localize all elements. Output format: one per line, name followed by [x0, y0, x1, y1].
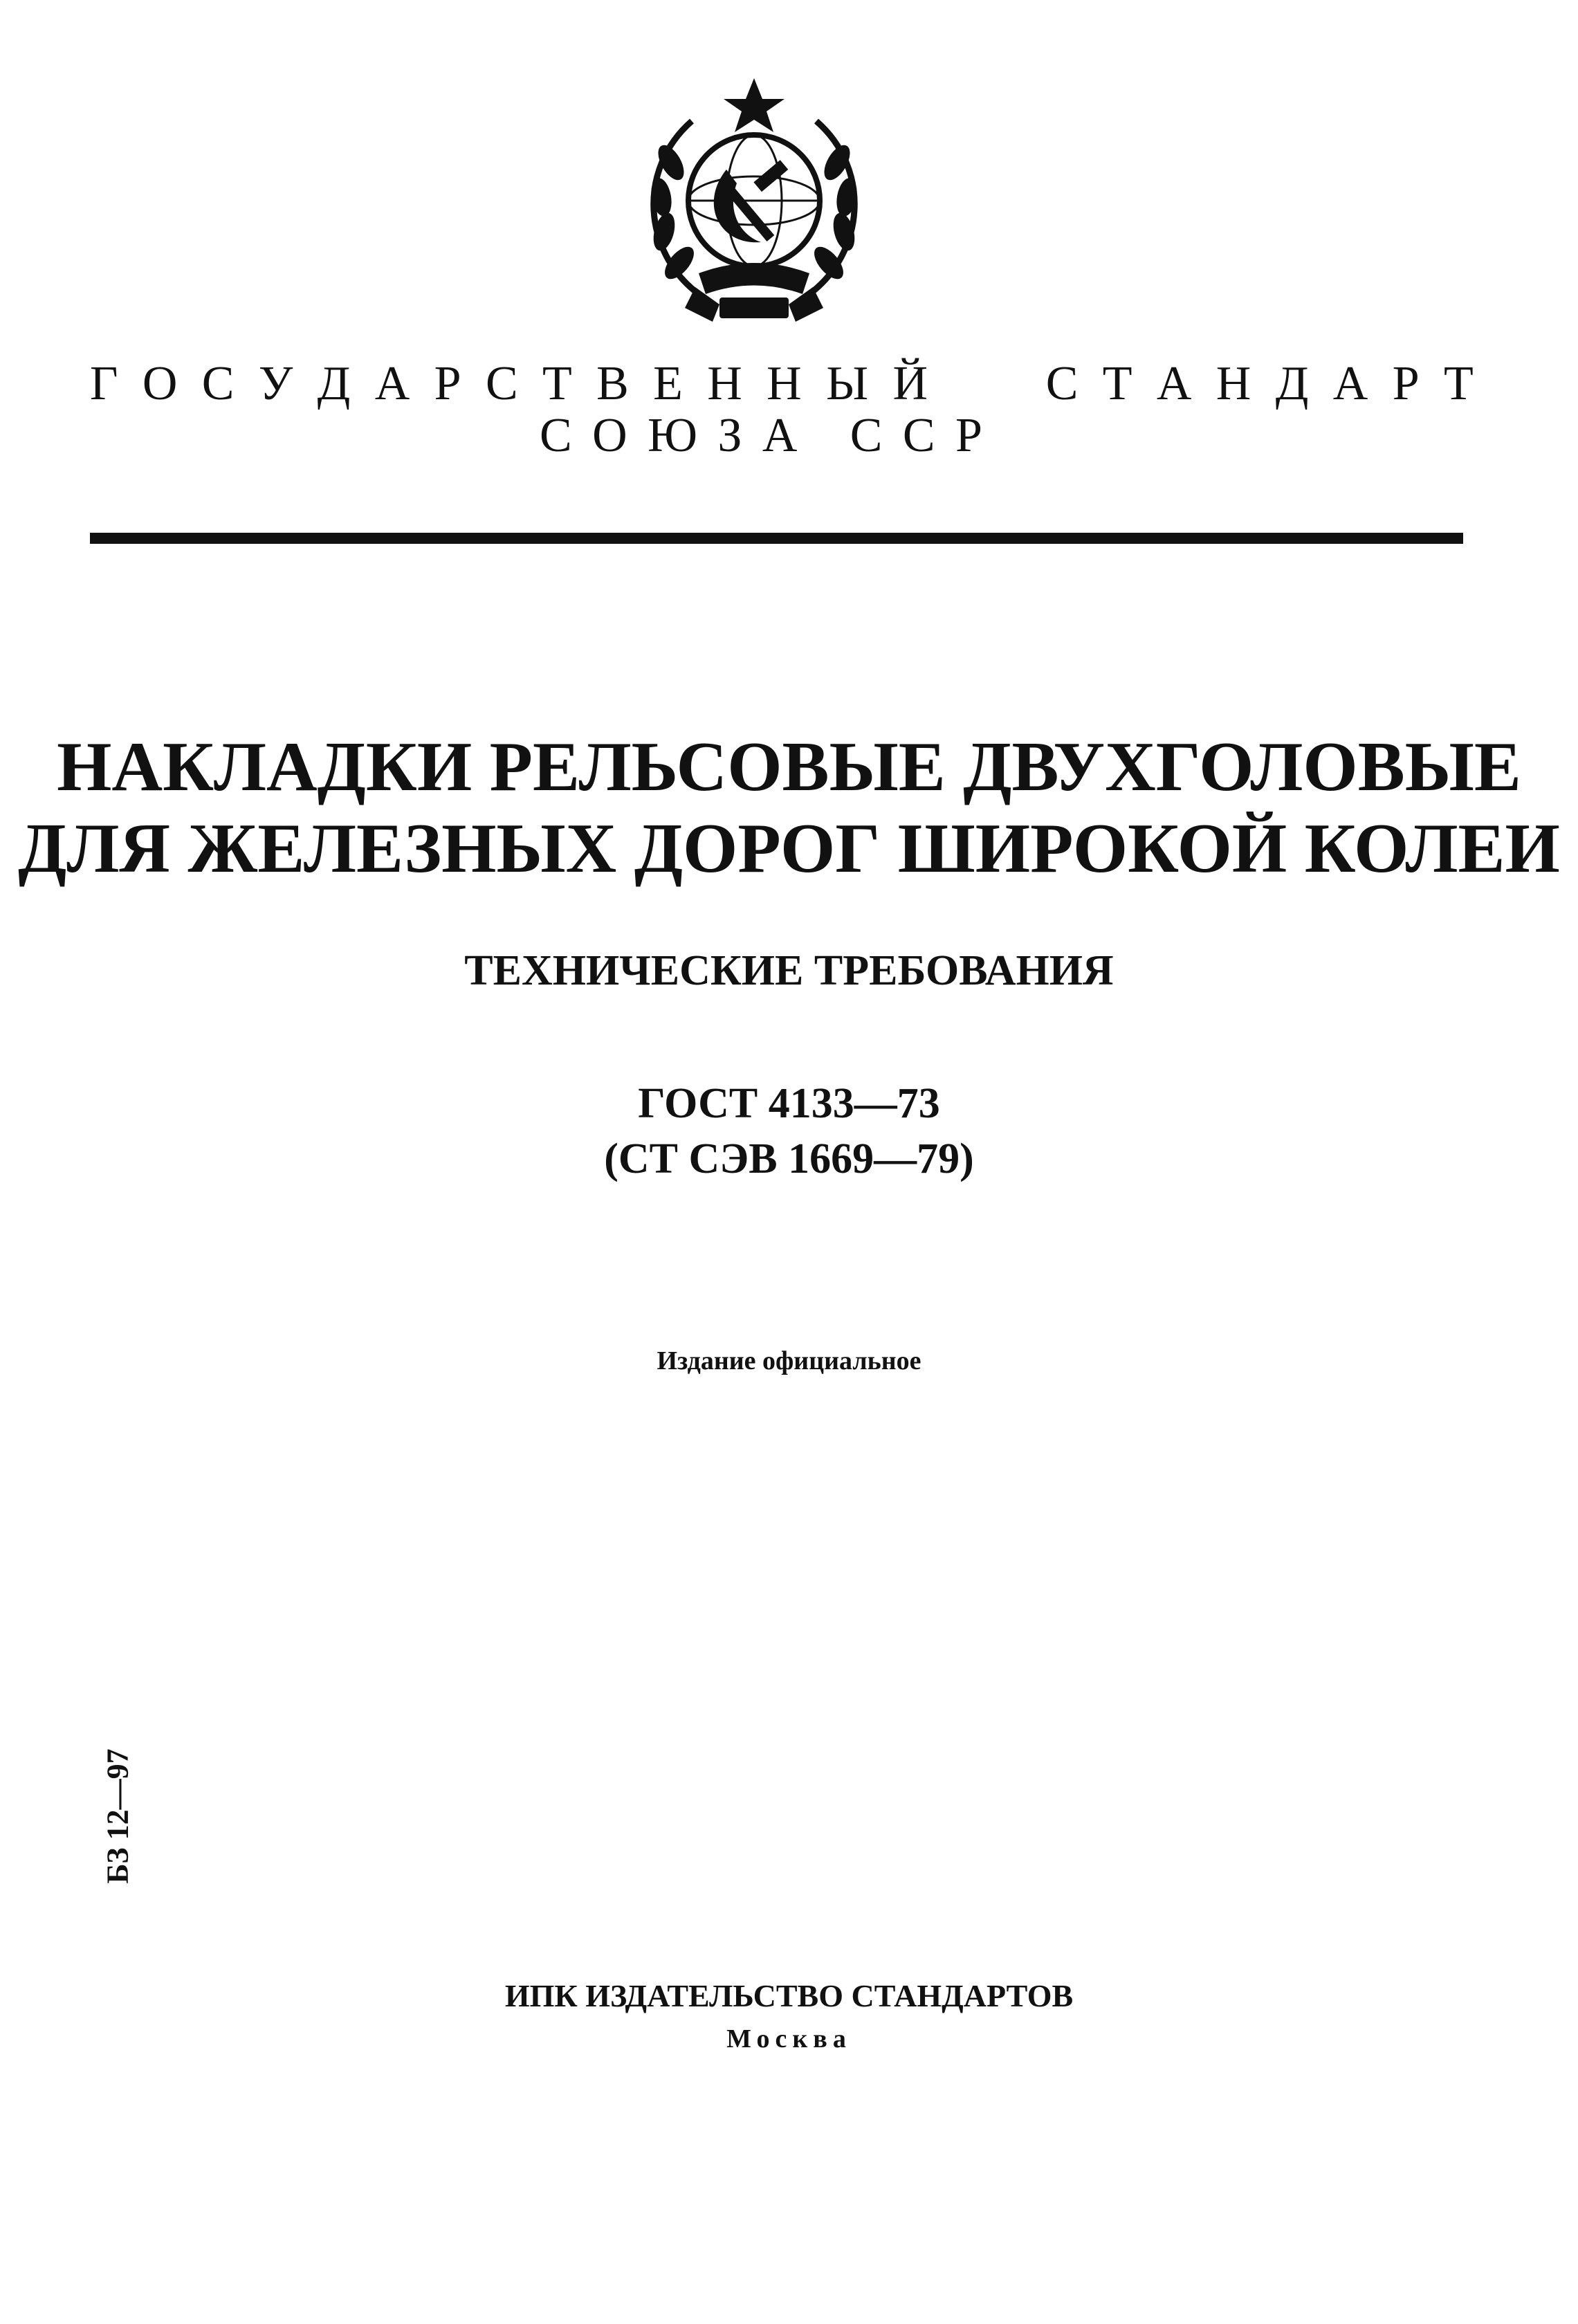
publisher-name: ИПК ИЗДАТЕЛЬСТВО СТАНДАРТОВ [504, 1978, 1074, 2013]
header-letter: А [1332, 357, 1368, 410]
header-letter: Н [707, 357, 742, 410]
header-letter: А [762, 409, 798, 462]
header-letter: О [142, 357, 178, 410]
header-letter: Т [1102, 357, 1132, 410]
header-letter: Ы [826, 357, 869, 410]
header-letter: Т [1443, 357, 1474, 410]
header-word-gap [818, 408, 830, 464]
header-letter: З [717, 409, 742, 462]
header-state-standard [90, 356, 1474, 412]
header-letter: Й [892, 357, 928, 410]
header-letter: Р [1392, 357, 1420, 410]
header-letter: Н [1215, 357, 1251, 410]
edition-note: Издание официальное [657, 1346, 921, 1375]
header-letter: О [592, 409, 627, 462]
header-letter: С [485, 357, 518, 410]
header-word-gap [952, 356, 1021, 412]
document-title-line: НАКЛАДКИ РЕЛЬСОВЫЕ ДВУХГОЛОВЫЕ [57, 728, 1521, 806]
header-letter: С [850, 409, 883, 462]
header-letter: А [1156, 357, 1192, 410]
header-letter: Д [317, 357, 351, 410]
header-letter: В [596, 357, 629, 410]
header-letter: С [1045, 357, 1079, 410]
ussr-state-emblem-icon [616, 66, 892, 342]
header-divider [90, 533, 1463, 544]
side-catalog-code: БЗ 12—97 [100, 1748, 135, 1884]
header-letter: С [540, 409, 572, 462]
header-ussr [540, 408, 982, 464]
document-title [0, 726, 1578, 890]
publisher-city: Москва [726, 2024, 852, 2053]
header-letter: Р [955, 409, 982, 462]
header-letter: С [201, 357, 235, 410]
emblem-star [724, 78, 785, 132]
header-letter: Ю [648, 409, 698, 462]
header-letter: Р [434, 357, 461, 410]
header-letter: Е [653, 357, 683, 410]
standard-designation [0, 1076, 1578, 1187]
gost-number: ГОСТ 4133—73 [638, 1080, 940, 1127]
header-letter: С [902, 409, 935, 462]
sev-number: (СТ СЭВ 1669—79) [604, 1135, 974, 1182]
header-letter: Т [542, 357, 572, 410]
header-letter: У [258, 357, 293, 410]
header-letter: Н [767, 357, 802, 410]
document-title-line: ДЛЯ ЖЕЛЕЗНЫХ ДОРОГ ШИРОКОЙ КОЛЕИ [18, 809, 1560, 888]
header-letter: Д [1275, 357, 1309, 410]
header-letter: Г [90, 357, 118, 410]
document-subtitle: ТЕХНИЧЕСКИЕ ТРЕБОВАНИЯ [464, 947, 1114, 994]
header-letter: А [374, 357, 410, 410]
